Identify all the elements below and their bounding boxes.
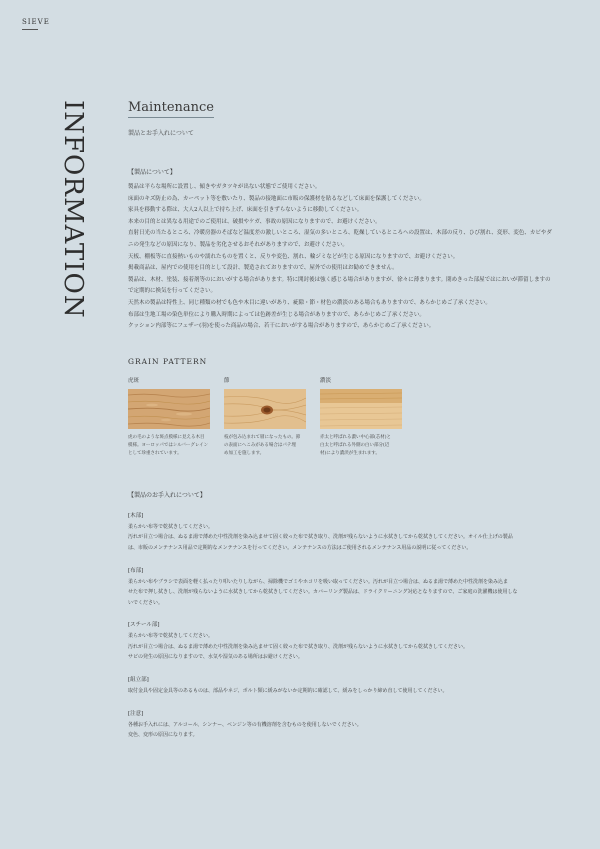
care-line: いでください。 bbox=[128, 599, 164, 606]
about-line: 掲載商品は、屋内での使用を目的として設計、製造されておりますので、屋外での使用はお勧めできません。 bbox=[128, 265, 398, 272]
about-line: 本来の目的とは異なる用途でのご使用は、破損やケガ、事故の原因になりますので、お避けください。 bbox=[128, 218, 381, 225]
grain-item-shade bbox=[320, 376, 402, 458]
care-block-wood bbox=[128, 511, 568, 554]
grain-desc-line: 白太と呼ばれる外側の白い部分(辺 bbox=[320, 442, 390, 448]
grain-pattern-title: GRAIN PATTERN bbox=[128, 356, 208, 366]
care-label: [組立部] bbox=[128, 677, 149, 684]
about-heading: 【製品について】 bbox=[128, 169, 176, 176]
grain-desc-line: の表面にへこみがある場合はパテ埋 bbox=[224, 442, 296, 448]
about-line: 製品は、木材、塗装、接着剤等のにおいがする場合があります。特に開封後は強く感じる場合がありますが、徐々に薄まります。閉めきった部屋ではにおいが滞留しますの bbox=[128, 276, 551, 283]
about-line: 直射日光の当たるところ、冷暖房器のそばなど温度差の激しいところ、湿気の多いところ、乾燥しているところへの設置は、木部の反り、ひび割れ、変形、変色、カビやダ bbox=[128, 230, 552, 237]
brand-underline bbox=[22, 29, 38, 30]
care-block-caution bbox=[128, 709, 568, 741]
care-line: 柔らかい布等で乾拭きしてください。 bbox=[128, 633, 214, 640]
care-block-fabric bbox=[128, 566, 568, 609]
about-line: 製品は平らな場所に設置し、傾きやガタツキが出ない状態でご使用ください。 bbox=[128, 184, 321, 190]
grain-item-torafu bbox=[128, 376, 210, 458]
care-label: [布部] bbox=[128, 567, 144, 574]
care-line: 変色、変形の原因になります。 bbox=[128, 732, 198, 739]
about-line: 天板、棚板等に直接熱いものや濡れたものを置くと、反りや変色、割れ、輪ジミなどが生じる原因になりますので、お避けください。 bbox=[128, 253, 459, 260]
care-line: せた布で押し拭きし、洗剤が残らないように水拭きしてから乾拭きしてください。カバーリング製品は、ドライクリーニング対応となりますので、ご家庭の洗濯機は使用しな bbox=[128, 589, 518, 596]
grain-description bbox=[320, 434, 402, 458]
about-line: 床面のキズ防止の為、カーペット等を敷いたり、製品の接地面に市販の保護材を貼るなどして床面を保護してください。 bbox=[128, 195, 425, 202]
about-line: で定期的に換気を行ってください。 bbox=[128, 288, 217, 295]
grain-desc-line: 枝が包み込まれて層になったもの。節 bbox=[224, 434, 301, 440]
about-line: ニの発生などの原因になり、製品を劣化させるおそれがありますので、お避けください。 bbox=[128, 241, 348, 248]
care-line: は、市販のメンテナンス用品で定期的なメンテナンスを行ってください。メンテナンスの方法はご使用されるメンテナンス用品の説明に従ってください。 bbox=[128, 544, 472, 551]
grain-desc-line: め加工を施します。 bbox=[224, 450, 265, 456]
about-text bbox=[128, 182, 568, 333]
about-line: 天然木の製品は特性上、同じ種類の材でも色や木目に違いがあり、疵隙・節・材色の濃淡のある場合もありますので、あらかじめご了承ください。 bbox=[128, 299, 491, 306]
grain-label: 節 bbox=[224, 377, 230, 384]
care-line: 柔らかい布等で乾拭きしてください。 bbox=[128, 523, 214, 530]
care-label: [スチール部] bbox=[128, 622, 160, 629]
care-block-assembly bbox=[128, 675, 568, 697]
care-heading: 【製品のお手入れについて】 bbox=[128, 491, 206, 499]
care-line: 取付金具や固定金具等のあるものは、部品やネジ、ボルト類に緩みがないか定期的に確認して、緩みをしっかり締め直して使用してください。 bbox=[128, 688, 448, 695]
main-content bbox=[128, 96, 568, 741]
grain-desc-line: 模様。ヨーロッパではシルバーグレイン bbox=[128, 442, 209, 448]
grain-desc-line: 虎の毛のような斑点模様に見える木目 bbox=[128, 434, 205, 440]
about-line: 布部は生地工場の染色単位により購入時期によっては色跡差が生じる場合がありますので、あらかじめご了承ください。 bbox=[128, 311, 425, 318]
brand-logo: SIEVE bbox=[22, 18, 50, 26]
care-label: [木部] bbox=[128, 512, 144, 519]
grain-desc-line: として珍重されています。 bbox=[128, 450, 182, 456]
grain-description bbox=[224, 434, 306, 458]
care-line: 汚れが目立つ場合は、ぬるま湯で薄めた中性洗剤を染み込ませて固く絞った布で拭き取り、洗剤が残らないように水拭きしてから乾拭きしてください。 bbox=[128, 643, 469, 650]
section-subtitle: 製品とお手入れについて bbox=[128, 130, 194, 137]
care-line: サビの発生の原因になりますので、水気や湿気のある場所はお避けください。 bbox=[128, 654, 303, 661]
grain-desc-line: 材)により濃淡が生まれます。 bbox=[320, 450, 380, 456]
care-line: 柔らかい布やブラシで表面を軽く払ったり叩いたりしながら、掃除機でゴミやホコリを吸い取ってください。汚れが目立つ場合は、ぬるま湯で薄めた中性洗剤を染み込ま bbox=[128, 578, 509, 585]
wood-shade-sample-image bbox=[320, 389, 402, 429]
care-line: 各種お手入れには、アルコール、シンナー、ベンジン等の有機溶剤を含むものを使用しないでください。 bbox=[128, 721, 362, 728]
care-block-steel bbox=[128, 620, 568, 663]
vertical-page-title: INFORMATION bbox=[58, 100, 88, 319]
wood-grain-sample-image bbox=[128, 389, 210, 429]
section-title: Maintenance bbox=[128, 100, 214, 118]
about-line: 家具を移動する際は、大人2人以上で持ち上げ、床面を引きずらないように移動してください。 bbox=[128, 207, 363, 214]
grain-label: 虎斑 bbox=[128, 377, 140, 384]
grain-description bbox=[128, 434, 210, 458]
care-label: [注意] bbox=[128, 710, 144, 717]
grain-desc-line: 赤太と呼ばれる濃い中心部(芯材)と bbox=[320, 434, 392, 440]
grain-label: 濃淡 bbox=[320, 377, 332, 384]
about-line: クッション内部等にフェザー(羽)を使った商品の場合、若干においがする場合がありますので、あらかじめご了承ください。 bbox=[128, 323, 435, 330]
grain-pattern-list bbox=[128, 376, 568, 458]
care-line: 汚れが目立つ場合は、ぬるま湯で薄めた中性洗剤を染み込ませて固く絞った布で拭き取り、洗剤が残らないように水拭きしてから乾拭きしてください。オイル仕上げの製品 bbox=[128, 534, 513, 541]
grain-item-knot bbox=[224, 376, 306, 458]
wood-knot-sample-image bbox=[224, 389, 306, 429]
